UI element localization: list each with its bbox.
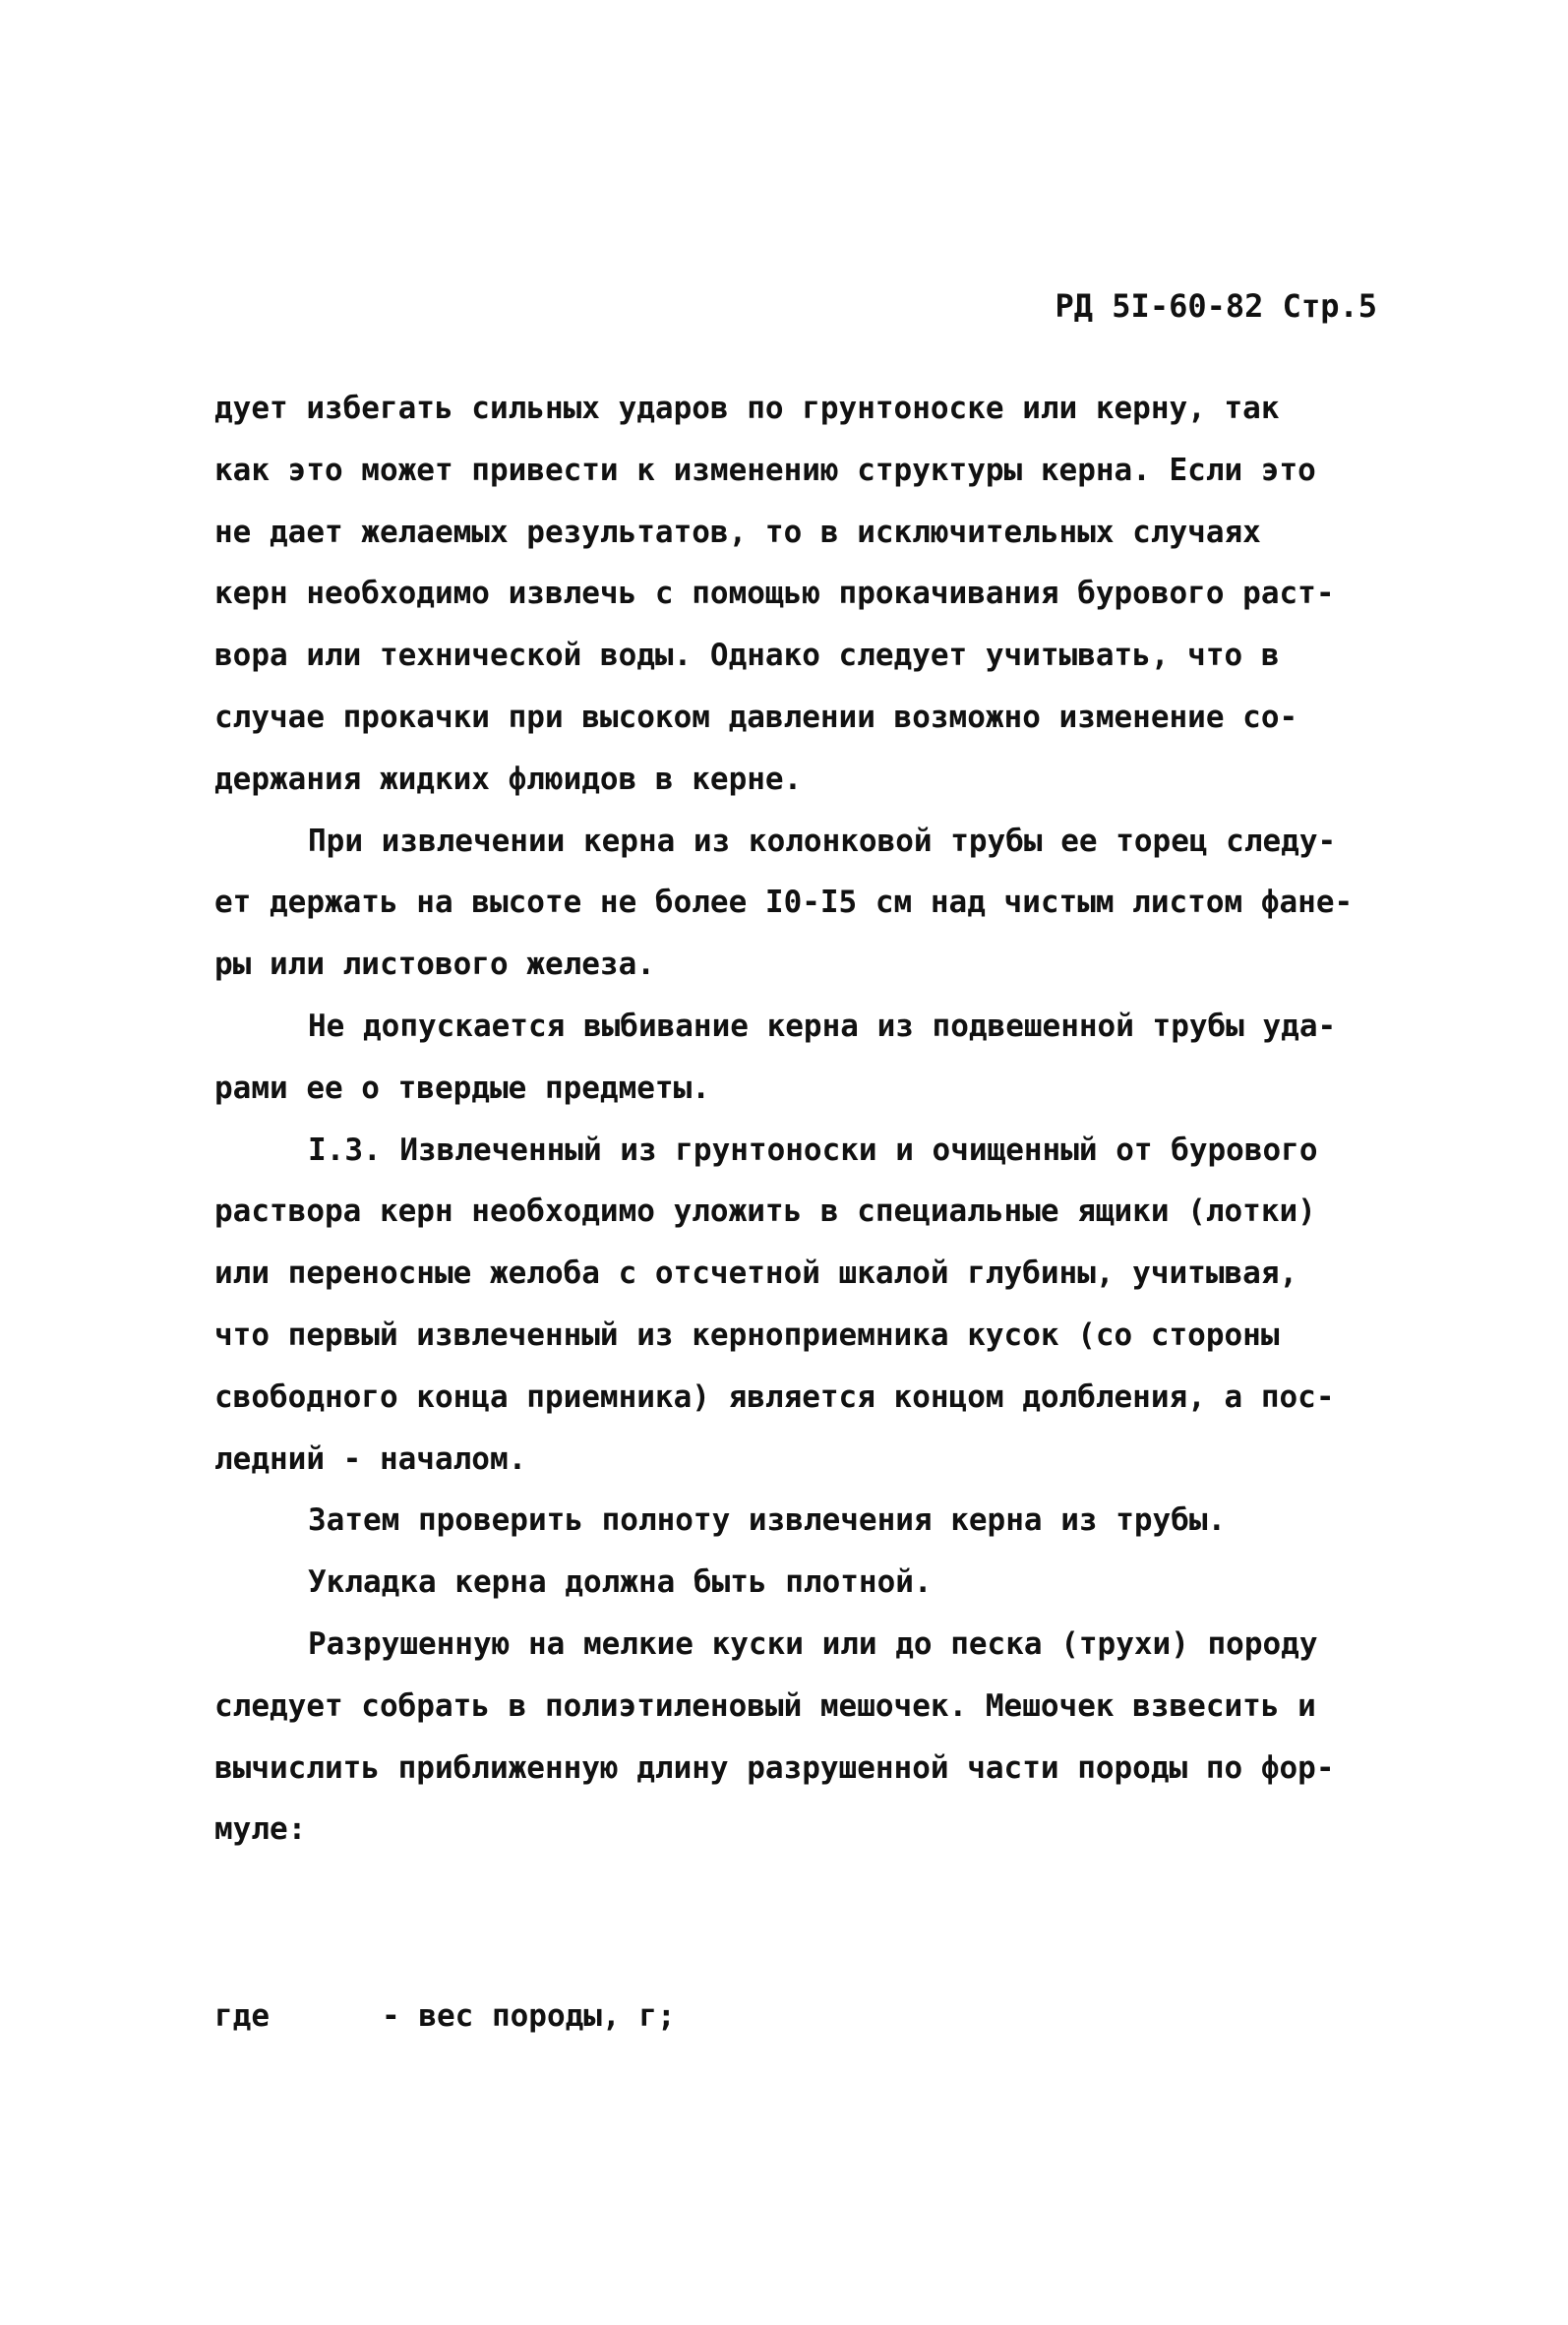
text-line: рами ее о твердые предметы. (214, 1070, 710, 1106)
text-line: ет держать на высоте не более I0-I5 см над чистым листом фане- (214, 885, 1354, 921)
where-word: где (214, 1998, 270, 2034)
body-text (214, 378, 1395, 1861)
text-line: керн необходимо извлечь с помощью прокачивания бурового раст- (214, 576, 1335, 612)
section-1-3-first-line: I.3. Извлеченный из грунтоноски и очищенный от бурового (308, 1132, 1318, 1168)
page-header-ref: РД 5I-60-82 Стр.5 (1055, 287, 1377, 325)
text-line: вычислить приближенную длину разрушенной части породы по фор- (214, 1749, 1335, 1786)
text-line: что первый извлеченный из керноприемника кусок (со стороны (214, 1316, 1280, 1353)
text-line: свободного конца приемника) является концом долбления, а пос- (214, 1378, 1335, 1415)
paragraph-first-line: Затем проверить полноту извлечения керна из трубы. (308, 1502, 1227, 1539)
text-line: муле: (214, 1811, 307, 1848)
text-line: ледний - началом. (214, 1440, 527, 1477)
text-line: ры или листового железа. (214, 947, 655, 983)
text-line: как это может привести к изменению структуры керна. Если это (214, 452, 1316, 488)
paragraph-first-line: Укладка керна должна быть плотной. (308, 1564, 933, 1601)
text-line: вора или технической воды. Однако следует учитывать, что в (214, 638, 1280, 674)
text-line: следует собрать в полиэтиленовый мешочек. Мешочек взвесить и (214, 1687, 1316, 1724)
formula-where-clause (214, 1986, 676, 2047)
text-line: держания жидких флюидов в керне. (214, 761, 803, 797)
text-line: или переносные желоба с отсчетной шкалой глубины, учитывая, (214, 1255, 1298, 1292)
text-line: дует избегать сильных ударов по грунтоноске или керну, так (214, 391, 1280, 426)
text-line: не дает желаемых результатов, то в исключительных случаях (214, 514, 1261, 550)
text-line: раствора керн необходимо уложить в специальные ящики (лотки) (214, 1193, 1316, 1230)
paragraph-first-line: Разрушенную на мелкие куски или до песка (трухи) породу (308, 1625, 1318, 1662)
paragraph-first-line: При извлечении керна из колонковой трубы ее торец следу- (308, 823, 1337, 859)
paragraph-first-line: Не допускается выбивание керна из подвешенной трубы уда- (308, 1008, 1337, 1044)
where-definition: - вес породы, г; (382, 1998, 676, 2034)
text-line: случае прокачки при высоком давлении возможно изменение со- (214, 699, 1298, 735)
